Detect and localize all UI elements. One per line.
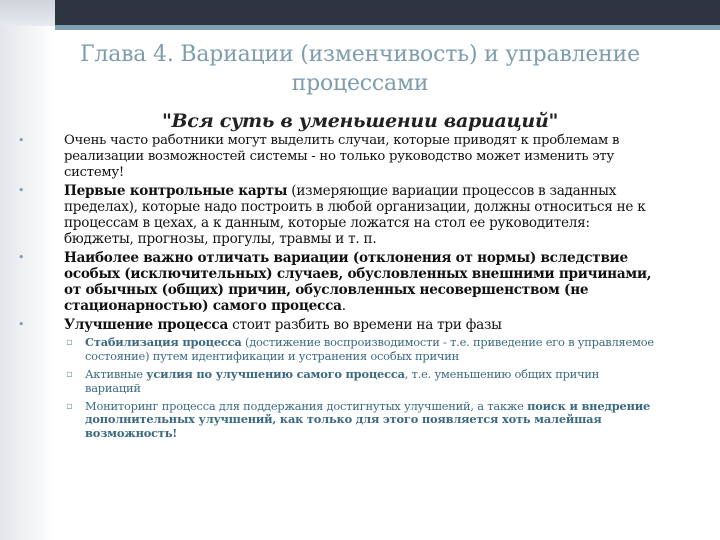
square-bullet-icon: ▫	[66, 400, 73, 412]
bullet-item	[18, 317, 658, 333]
bullet-bold-text: Первые контрольные карты	[64, 183, 288, 200]
bullet-item	[18, 250, 658, 314]
bullet-dot-icon: •	[18, 251, 25, 265]
sub-bullet-list	[18, 336, 658, 441]
header-accent-line	[55, 25, 720, 30]
bullet-text: Очень часто работники могут выделить случаи, которые приводят к проблемам в реализации возможностей системы - но только руководство может изменить эту систему!	[64, 133, 620, 180]
header-bar	[55, 0, 720, 25]
sub-bullet-bold-text: Стабилизация процесса	[85, 335, 242, 350]
sub-bullet-text: Мониторинг процесса для поддержания достигнутых улучшений, а также	[85, 398, 528, 413]
square-bullet-icon: ▫	[66, 337, 73, 349]
sub-bullet-text: Активные	[85, 366, 147, 381]
sub-bullet-item	[18, 400, 658, 441]
sub-bullet-text: (достижение воспроизводимости - т.е. приведение его в управляемое состояние) путем идентификации и устранения особых причин	[85, 335, 654, 364]
bullet-dot-icon: •	[18, 318, 25, 332]
sub-bullet-text: , т.е. уменьшению общих причин вариаций	[85, 366, 600, 395]
slide-subtitle: "Вся суть в уменьшении вариаций"	[161, 110, 559, 132]
bullet-bold-text: Улучшение процесса	[64, 317, 229, 334]
bullet-item	[18, 183, 658, 247]
bullet-bold-text: Наиболее важно отличать вариации (отклонения от нормы) вследствие особых (исключительных) случаев, обусловленных внешними причинами, от обычных (общих) причин, обусловленных несовершенством (не стационарностью) самого процесса	[64, 250, 652, 315]
sub-bullet-bold-text: поиск и внедрение дополнительных улучшений, как только для этого появляется хоть малейшая возможность!	[85, 398, 650, 441]
bullet-item	[18, 133, 658, 180]
sub-bullet-item	[18, 368, 658, 396]
slide-title: Глава 4. Вариации (изменчивость) и управление процессами	[80, 42, 640, 96]
bullet-text: .	[341, 298, 346, 315]
bullet-text: стоит разбить во времени на три фазы	[228, 317, 502, 334]
bullet-dot-icon: •	[18, 184, 25, 198]
square-bullet-icon: ▫	[66, 368, 73, 380]
bullet-text: (измеряющие вариации процессов в заданных пределах), которые надо построить в любой организации, должны относиться не к процессам в цехах, а к данным, которые ложатся на стол ее руководителя: бюджеты, прогнозы, прогулы, травмы и т. п.	[64, 183, 646, 248]
sub-bullet-item	[18, 336, 658, 364]
sub-bullet-bold-text: усилия по улучшению самого процесса	[146, 366, 405, 381]
bullet-dot-icon: •	[18, 134, 25, 147]
bullet-list	[18, 133, 658, 445]
